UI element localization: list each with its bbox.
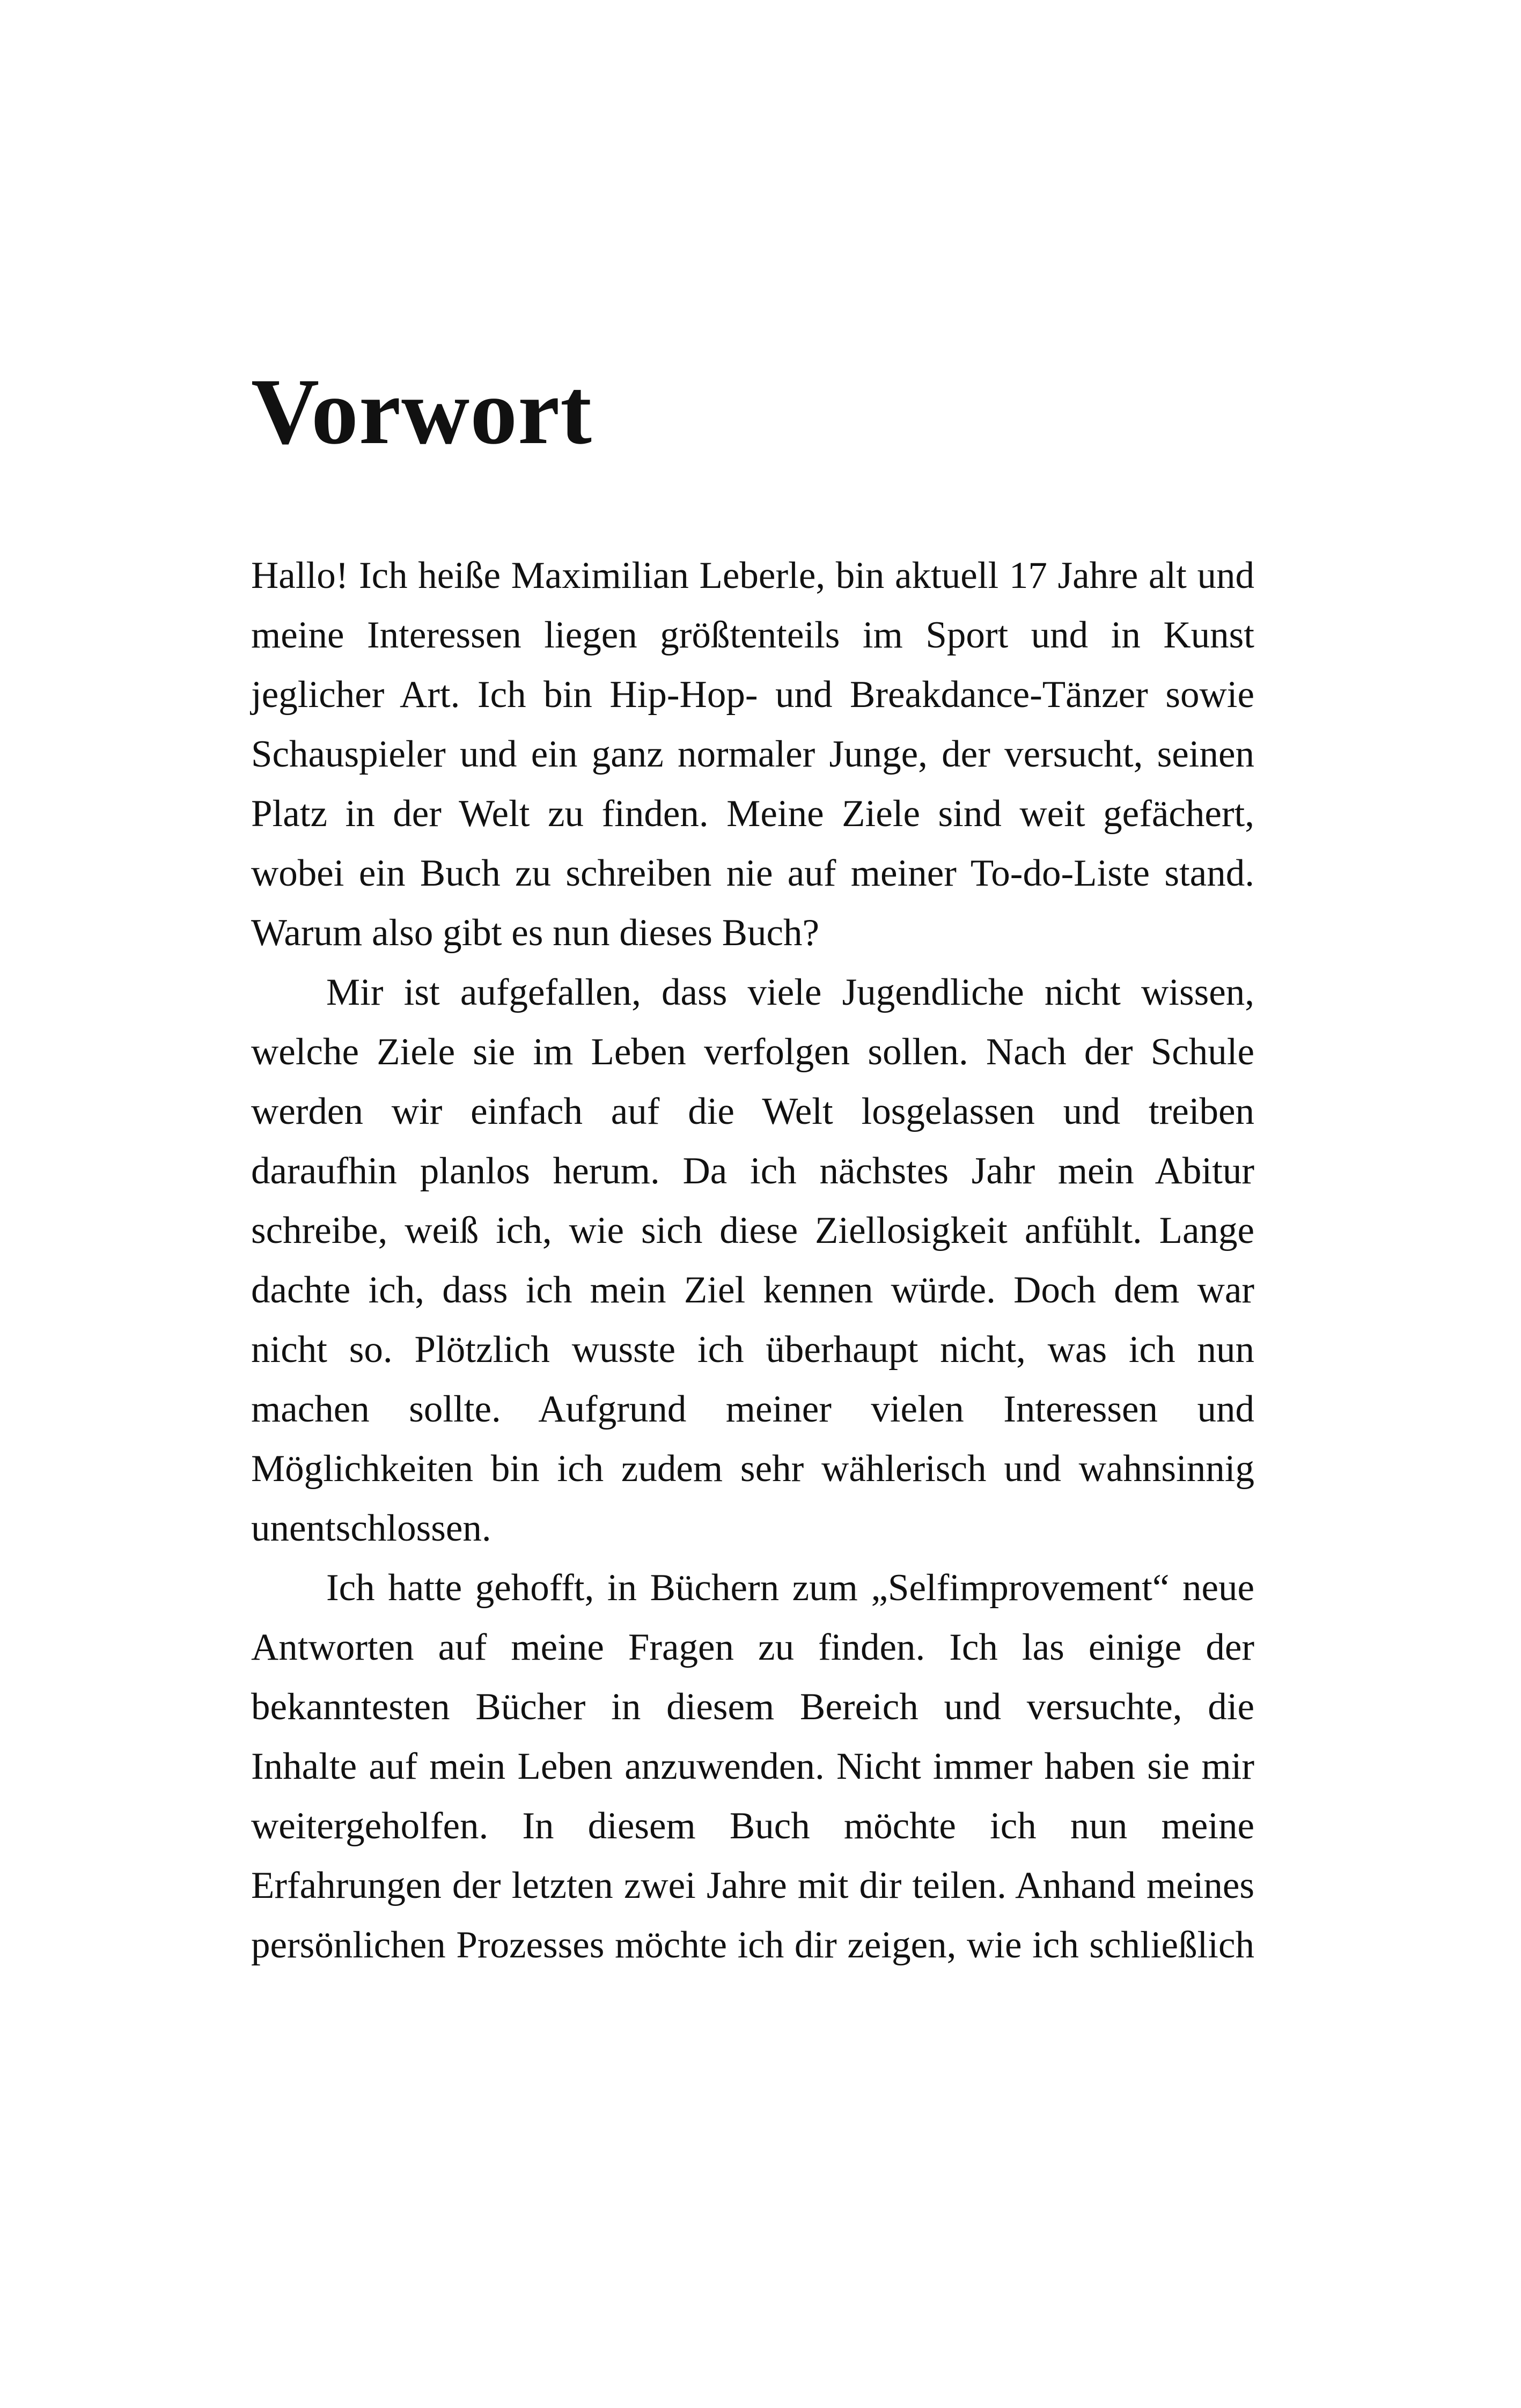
chapter-heading: Vorwort [251, 359, 592, 464]
paragraph-1: Hallo! Ich heiße Maximilian Leberle, bin aktuell 17 Jahre alt und meine Interessen liegen größtenteils im Sport und in Kunst jeglicher Art. Ich bin Hip-Hop- und Breakdance-Tänzer sowie Schauspieler und ein ganz normaler Junge, der versucht, seinen Platz in der Welt zu finden. Meine Ziele sind weit gefächert, wobei ein Buch zu schreiben nie auf meiner To-do-Liste stand. Warum also gibt es nun dieses Buch? [251, 555, 1254, 954]
body-text [251, 546, 1254, 1975]
paragraph-2: Mir ist aufgefallen, dass viele Jugendliche nicht wissen, welche Ziele sie im Leben verfolgen sollen. Nach der Schule werden wir einfach auf die Welt losgelassen und treiben daraufhin planlos herum. Da ich nächstes Jahr mein Abitur schreibe, weiß ich, wie sich diese Ziellosigkeit anfühlt. Lange dachte ich, dass ich mein Ziel kennen würde. Doch dem war nicht so. Plötzlich wusste ich überhaupt nicht, was ich nun machen sollte. Aufgrund meiner vielen Interessen und Möglichkeiten bin ich zudem sehr wählerisch und wahnsinnig unentschlossen. [251, 971, 1254, 1549]
paragraph-3: Ich hatte gehofft, in Büchern zum „Selfimprovement“ neue Antworten auf meine Fragen zu finden. Ich las einige der bekanntesten Bücher in diesem Bereich und versuchte, die Inhalte auf mein Leben anzuwenden. Nicht immer haben sie mir weitergeholfen. In diesem Buch möchte ich nun meine Erfahrungen der letzten zwei Jahre mit dir teilen. Anhand meines persönlichen Prozesses möchte ich dir zeigen, wie ich schließlich [251, 1567, 1254, 1966]
